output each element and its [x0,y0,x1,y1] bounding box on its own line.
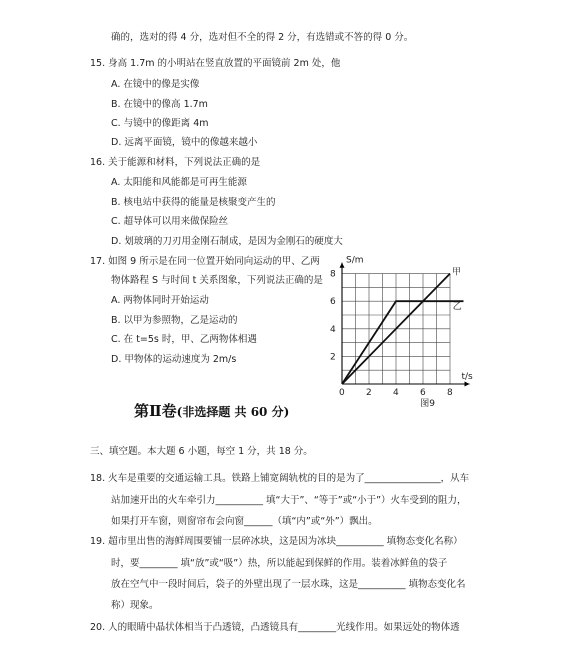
x-tick-label: 4 [393,388,399,398]
question-19-line-4: 称）现象。 [111,600,159,611]
question-18: 18. 火车是重要的交通运输工具。铁路上铺宽阔轨枕的目的是为了________________，从车 [90,473,470,484]
section-main: 第Ⅱ卷 [134,402,177,420]
part-3-heading: 三、填空题。本大题 6 小题，每空 1 分，共 18 分。 [90,446,313,457]
y-tick-label: 4 [330,324,336,335]
x-tick-label: 0 [339,388,345,398]
series-label: 甲 [452,267,462,278]
y-axis-arrow [340,263,345,268]
y-tick-label: 8 [330,269,336,280]
question-19-line-2: 时，要________ 填“放”或“吸”）热，所以能起到保鲜的作用。装着冰鲜鱼的袋子 [111,558,448,569]
question-15: 15. 身高 1.7m 的小明站在竖直放置的平面镜前 2m 处，他 [90,58,341,69]
figure-caption: 图9 [420,399,436,409]
q15-option-a: A. 在镜中的像是实像 [111,79,200,90]
q17-option-a: A. 两物体同时开始运动 [111,295,209,306]
q15-option-b: B. 在镜中的像高 1.7m [111,99,208,110]
question-19-line-3: 放在空气中一段时间后，袋子的外壁出现了一层水珠，这是__________ 填物态变化名 [111,579,466,590]
question-18-line-2: 站加速开出的火车牵引力__________ 填“大于”、“等于”或“小于”）火车受到的阻力， [111,495,467,506]
x-tick-label: 6 [420,388,426,398]
q17-option-c: C. 在 t=5s 时，甲、乙两物体相遇 [111,334,257,345]
question-19: 19. 超市里出售的海鲜周围要铺一层碎冰块，这是因为冰块__________ 填物态变化名称） [90,536,463,547]
q16-option-b: B. 核电站中获得的能量是核聚变产生的 [111,197,276,208]
section-title [134,400,289,421]
q17-option-b: B. 以甲为参照物，乙是运动的 [111,315,238,326]
q15-option-c: C. 与镜中的像距离 4m [111,118,209,129]
q16-option-d: D. 划玻璃的刀刃用金刚石制成，是因为金刚石的硬度大 [111,236,343,247]
q17-option-d: D. 甲物体的运动速度为 2m/s [111,354,237,365]
y-tick-label: 6 [330,297,336,308]
series-label: 乙 [452,302,462,313]
x-axis-arrow [465,382,470,387]
y-tick-label: 2 [330,352,336,363]
x-axis-label: t/s [461,372,473,382]
instruction-line: 确的，选对的得 4 分，选对但不全的得 2 分，有选错或不答的得 0 分。 [111,32,414,43]
q16-option-a: A. 太阳能和风能都是可再生能源 [111,177,247,188]
question-17-cont: 物体路程 S 与时间 t 关系图象，下列说法正确的是 [111,275,323,286]
question-18-line-3: 如果打开车窗，则窗帘布会向窗______（填“内”或“外”）飘出。 [111,516,378,527]
x-tick-label: 8 [447,388,453,398]
figure-9-chart [320,252,495,410]
section-sub: (非选择题 共 60 分) [176,405,290,419]
y-axis-label: S/m [346,255,364,266]
q15-option-d: D. 远离平面镜，镜中的像越来越小 [111,137,258,148]
x-tick-label: 2 [366,388,372,398]
q16-option-c: C. 超导体可以用来做保险丝 [111,216,229,227]
question-20: 20. 人的眼睛中晶状体相当于凸透镜，凸透镜具有________光线作用。如果远处的物体透 [90,622,460,633]
question-17: 17. 如图 9 所示是在同一位置开始同向运动的甲、乙两 [90,256,320,267]
question-16: 16. 关于能源和材料，下列说法正确的是 [90,157,261,168]
